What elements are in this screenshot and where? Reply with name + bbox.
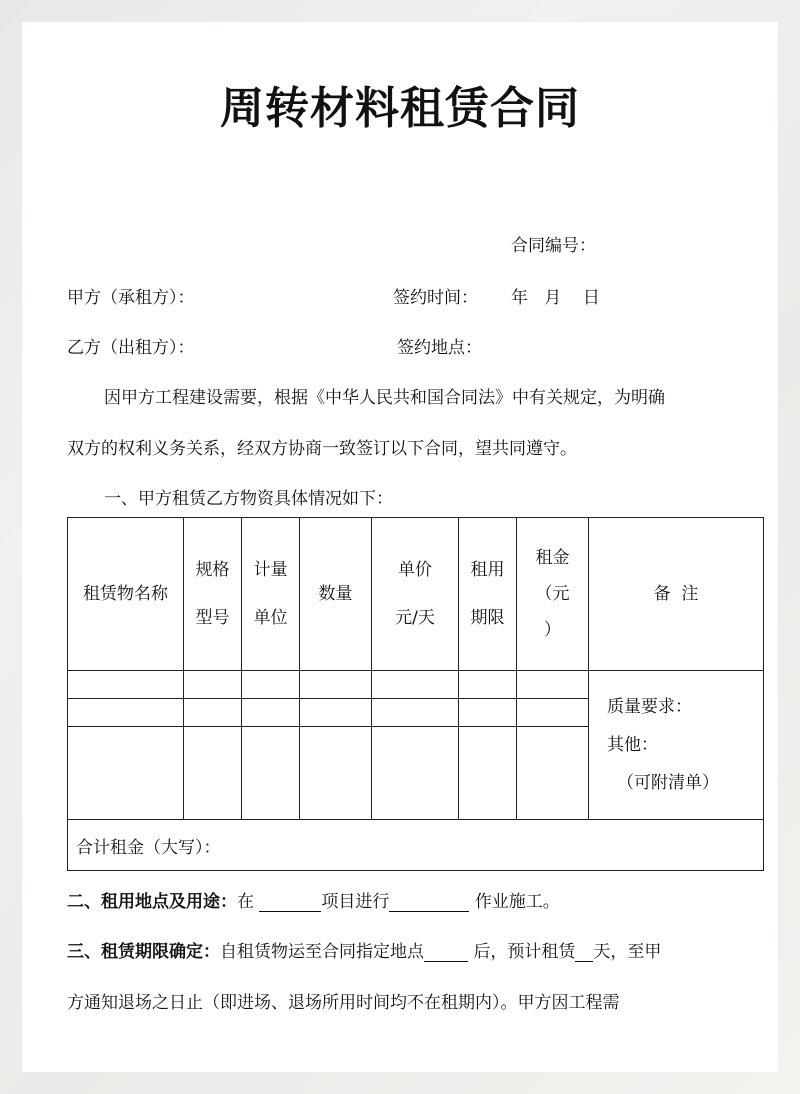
sign-place-label: 签约地点： [397, 338, 482, 358]
header-rental-period: 租用 期限 [459, 518, 517, 671]
table-cell [300, 671, 372, 699]
intro-line-2: 双方的权利义务关系，经双方协商一致签订以下合同，望共同遵守。 [67, 439, 577, 459]
remarks-notes-cell [589, 671, 764, 820]
table-cell [517, 699, 589, 727]
header-item-name: 租赁物名称 [68, 518, 184, 671]
project-blank [259, 894, 321, 912]
table-cell [372, 727, 459, 820]
table-cell [242, 671, 300, 699]
table-cell [184, 699, 242, 727]
days-blank [575, 944, 593, 962]
table-cell [517, 727, 589, 820]
total-rent-label: 合计租金（大写）： [68, 820, 764, 871]
table-row [68, 671, 764, 699]
table-cell [184, 671, 242, 699]
section-3-line-2: 方通知退场之日止（即进场、退场所用时间均不在租期内）。甲方因工程需 [67, 993, 620, 1013]
table-cell [459, 671, 517, 699]
section-3-heading: 三、租赁期限确定： [67, 942, 220, 962]
attach-list-note: （可附清单） [617, 773, 719, 793]
section-2-text-b: 项目进行 [321, 892, 390, 912]
table-cell [68, 727, 184, 820]
party-a-label: 甲方（承租方）： [67, 288, 195, 308]
table-cell [459, 699, 517, 727]
section-2-text-a: 在 [237, 892, 254, 912]
section-1-title: 一、甲方租赁乙方物资具体情况如下： [104, 489, 393, 509]
table-cell [184, 727, 242, 820]
table-header-row [68, 518, 764, 671]
section-2-text-c: 作业施工。 [474, 892, 560, 912]
table-cell [300, 727, 372, 820]
section-2-heading: 二、租用地点及用途： [67, 892, 237, 912]
section-3-text-c: 天，至甲 [593, 942, 662, 962]
table-cell [372, 699, 459, 727]
header-spec-model: 规格 型号 [184, 518, 242, 671]
work-blank [389, 894, 469, 912]
arrival-blank [424, 944, 468, 962]
section-3-line-1 [67, 937, 661, 962]
document-title: 周转材料租赁合同 [220, 83, 580, 134]
rental-items-table [67, 517, 764, 871]
other-label: 其他： [607, 735, 658, 755]
header-unit-price: 单价 元/天 [372, 518, 459, 671]
section-3-text-b: 后，预计租赁 [473, 942, 576, 962]
header-rent-amount: 租金 （元 ） [517, 518, 589, 671]
header-unit: 计量 单位 [242, 518, 300, 671]
table-cell [68, 699, 184, 727]
table-cell [459, 727, 517, 820]
quality-requirement-label: 质量要求： [607, 697, 692, 717]
table-cell [372, 671, 459, 699]
sign-date-units: 年 月 日 [511, 288, 600, 308]
intro-line-1: 因甲方工程建设需要，根据《中华人民共和国合同法》中有关规定，为明确 [104, 388, 665, 408]
table-cell [517, 671, 589, 699]
sign-time-label: 签约时间： [393, 288, 478, 308]
table-cell [68, 671, 184, 699]
section-2-line [67, 887, 560, 912]
table-cell [242, 727, 300, 820]
contract-number-label: 合同编号： [511, 236, 596, 256]
table-cell [300, 699, 372, 727]
header-remarks: 备 注 [589, 518, 764, 671]
header-quantity: 数量 [300, 518, 372, 671]
section-3-text-a: 自租赁物运至合同指定地点 [220, 942, 424, 962]
total-row [68, 820, 764, 871]
party-b-label: 乙方（出租方）： [67, 338, 195, 358]
table-cell [242, 699, 300, 727]
